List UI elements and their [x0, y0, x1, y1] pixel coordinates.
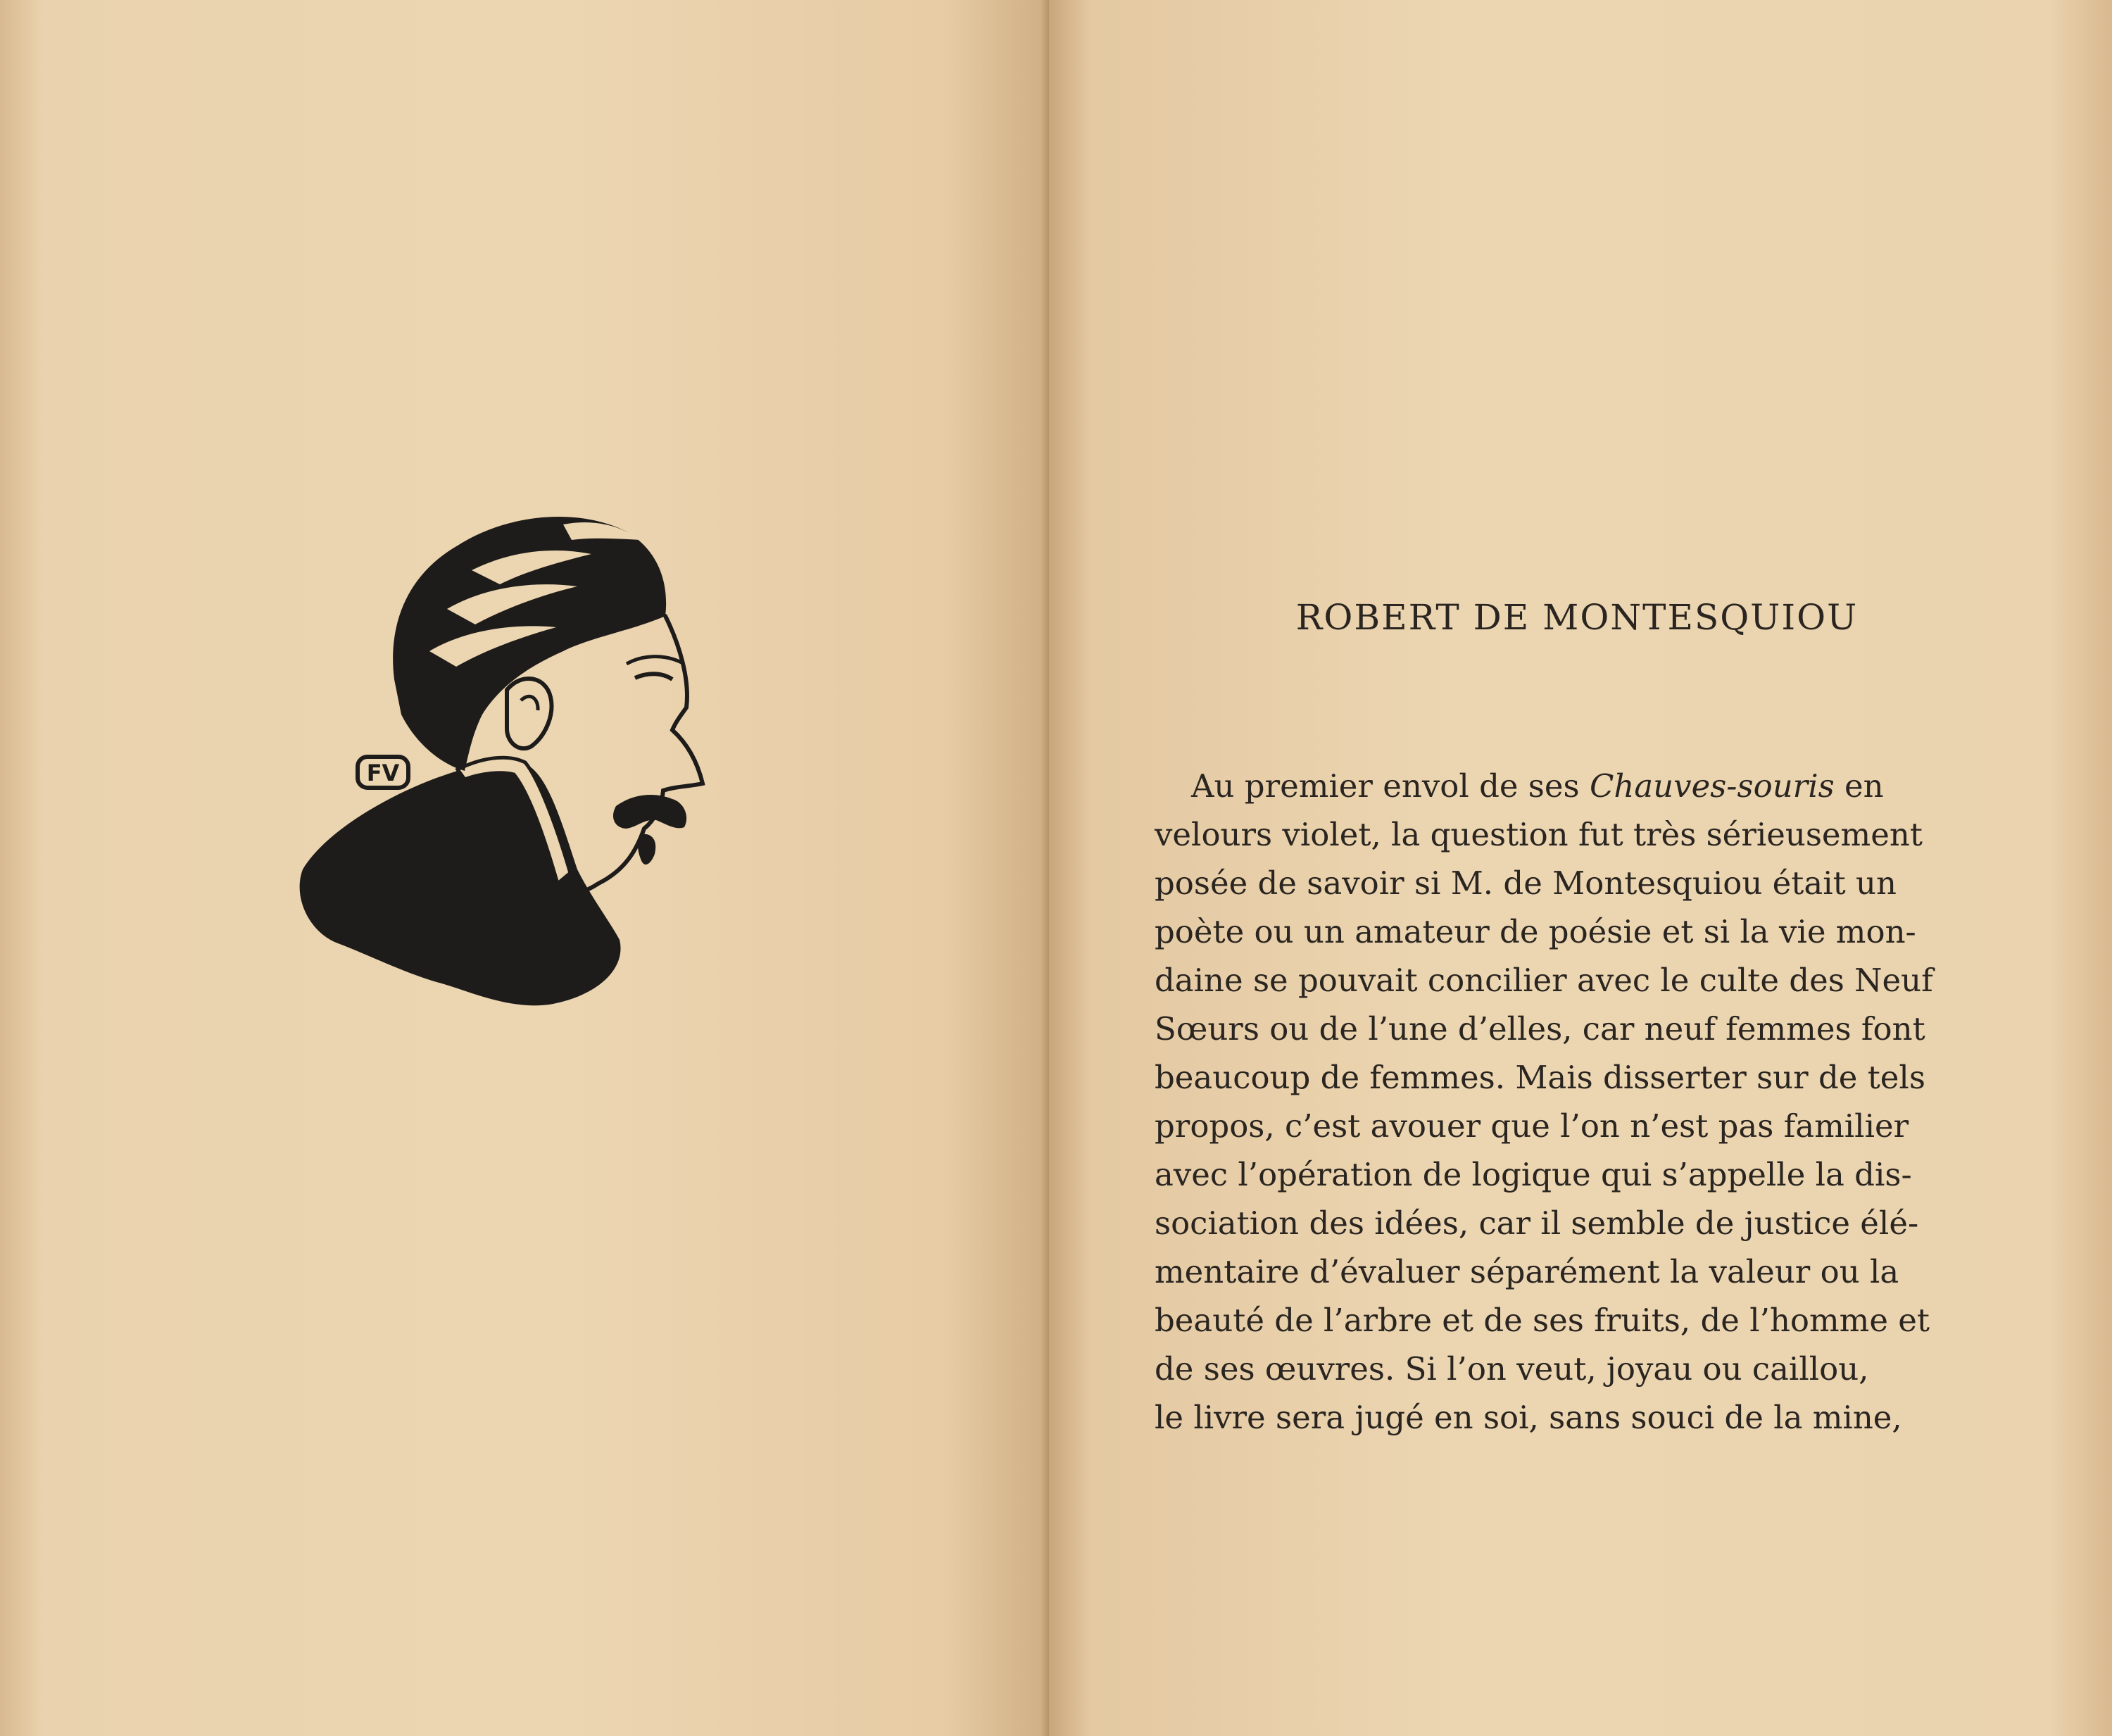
text-line-content: le livre sera jugé en soi, sans souci de la mine, — [1155, 1399, 1902, 1436]
hair-highlight-4 — [563, 522, 641, 540]
text-line-content: beaucoup de femmes. Mais disserter sur de tels — [1155, 1059, 1925, 1096]
text-line — [1155, 810, 1923, 859]
text-line-content: poète ou un amateur de poésie et si la vie mon- — [1155, 913, 1916, 950]
ear-shape — [507, 679, 551, 748]
text-line — [1155, 1102, 1909, 1150]
text-line — [1155, 1199, 1919, 1247]
text-line-content: velours violet, la question fut très sérieusement — [1155, 816, 1923, 853]
text-line-content: Sœurs ou de l’une d’elles, car neuf femmes font — [1155, 1010, 1925, 1048]
text-line-content: sociation des idées, car il semble de justice élé- — [1155, 1204, 1919, 1242]
left-page — [0, 0, 1049, 1736]
brow-line — [627, 657, 681, 664]
text-line-content: mentaire d’évaluer séparément la valeur ou la — [1155, 1253, 1899, 1290]
text-line — [1155, 1053, 1925, 1102]
text-span: en — [1834, 767, 1884, 805]
text-line-content: avec l’opération de logique qui s’appelle la dis- — [1155, 1156, 1912, 1193]
monogram-text: FV — [366, 760, 400, 786]
text-line — [1155, 1296, 1930, 1345]
body-text — [1155, 762, 1933, 1442]
text-line — [1155, 1393, 1902, 1442]
text-line — [1155, 1005, 1925, 1053]
text-line — [1155, 956, 1933, 1005]
text-line-content: de ses œuvres. Si l’on veut, joyau ou caillou, — [1155, 1350, 1869, 1388]
text-span: Au premier envol de ses — [1191, 767, 1590, 805]
text-line — [1155, 907, 1916, 956]
jacket-shape — [300, 762, 621, 1005]
goatee-shape — [638, 834, 655, 864]
woodcut-portrait — [296, 503, 788, 1024]
text-line — [1155, 859, 1897, 907]
text-line-content — [1155, 762, 1884, 810]
chapter-title: ROBERT DE MONTESQUIOU — [1295, 597, 1859, 638]
text-line — [1155, 762, 1884, 810]
eye-line — [635, 674, 672, 679]
text-line-content: daine se pouvait concilier avec le culte des Neuf — [1155, 962, 1933, 999]
text-line-content: beauté de l’arbre et de ses fruits, de l’homme et — [1155, 1302, 1930, 1339]
text-line — [1155, 1345, 1869, 1393]
text-line — [1155, 1150, 1912, 1199]
text-line — [1155, 1247, 1899, 1296]
text-line-content: posée de savoir si M. de Montesquiou était un — [1155, 864, 1897, 902]
italic-title: Chauves-souris — [1589, 767, 1835, 805]
portrait-illustration — [296, 503, 788, 1024]
text-line-content: propos, c’est avouer que l’on n’est pas familier — [1155, 1107, 1909, 1145]
